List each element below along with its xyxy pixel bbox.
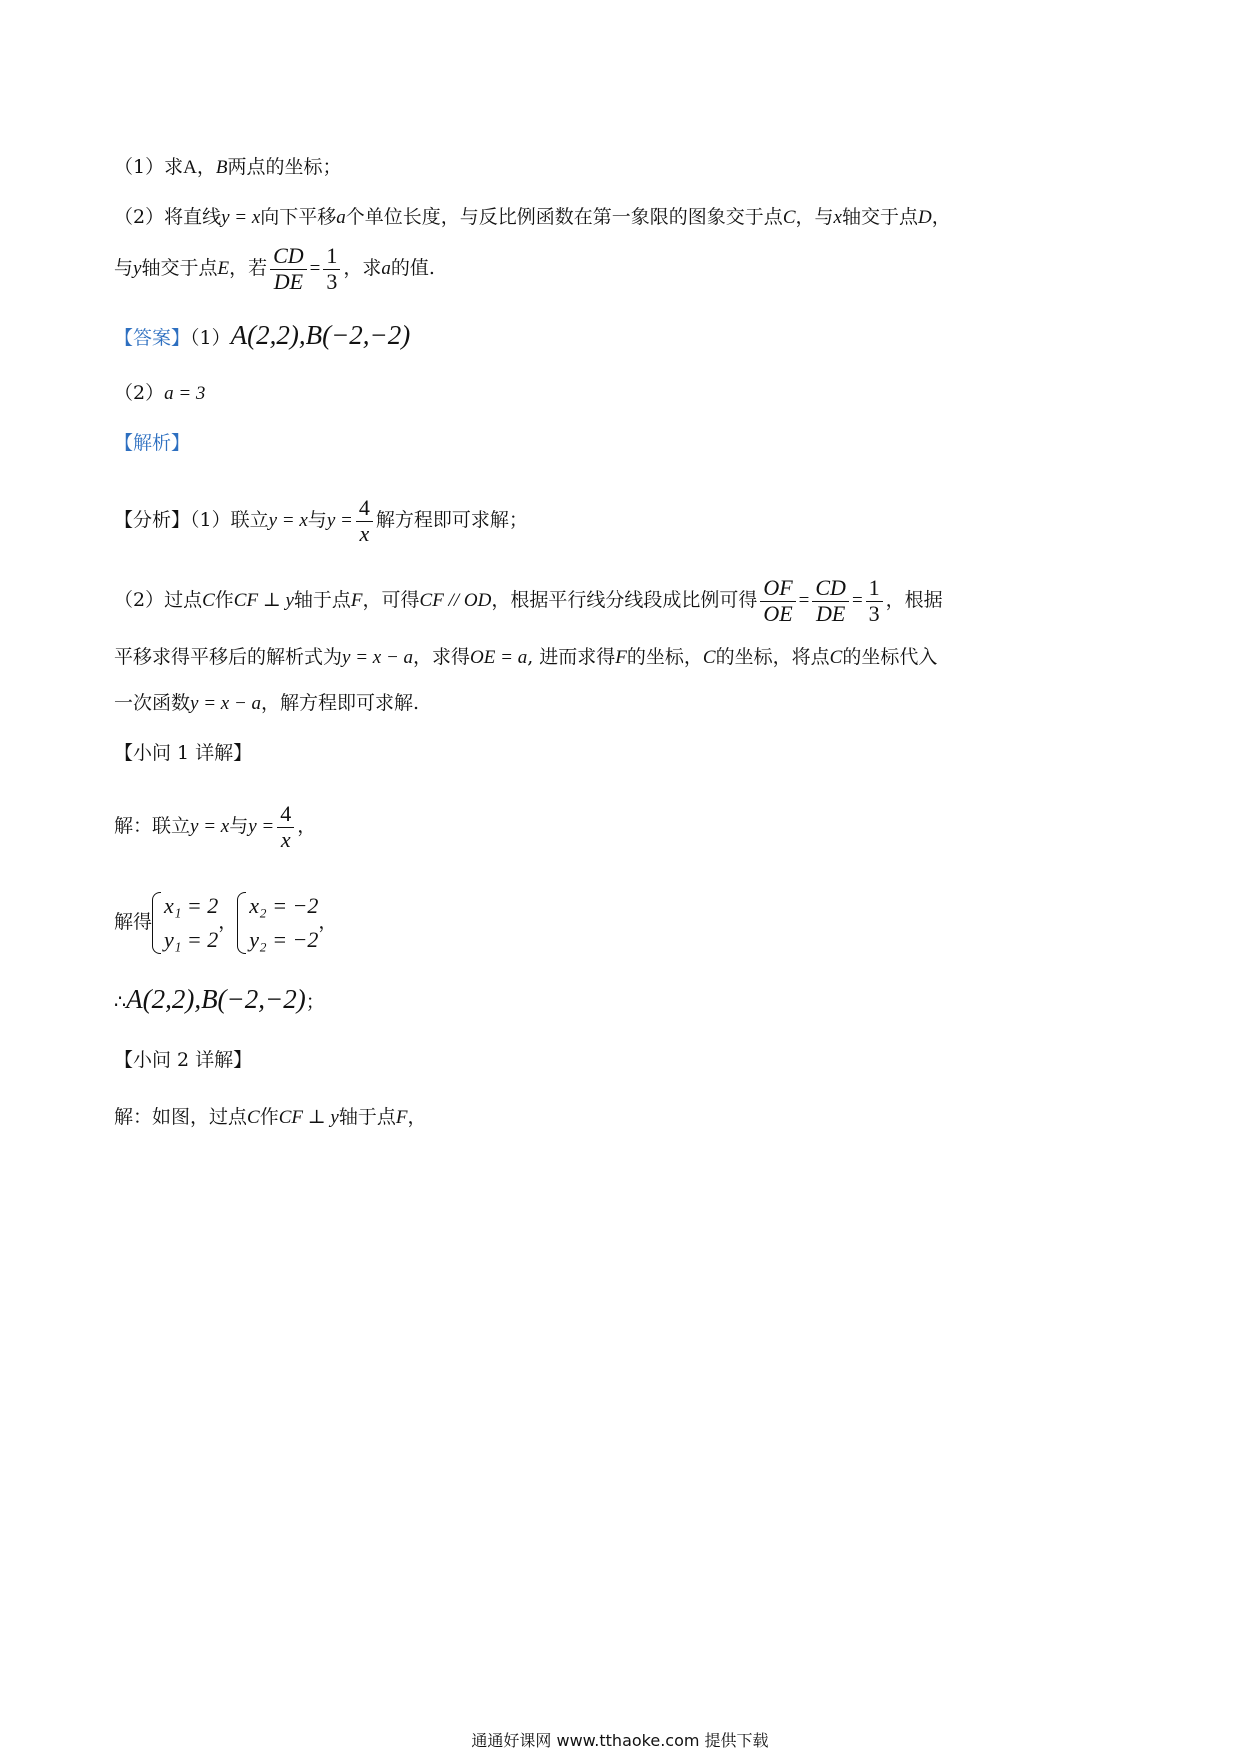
fenxi2-line-3 [114, 688, 419, 719]
sub1-tag: 【小问 1 详解】 [114, 742, 253, 764]
fraction-numerator: 4 [356, 496, 373, 521]
fraction-numerator: OF [760, 576, 795, 601]
q2-text: 与 [114, 257, 134, 279]
question-2-line-1 [114, 202, 951, 233]
fraction-cd-de [270, 244, 307, 293]
sol2-text: 解：如图，过点 [114, 1106, 248, 1128]
question-2-line-2 [114, 240, 435, 297]
point-c: C [782, 207, 796, 228]
sol1-text: ， [318, 911, 338, 933]
equation-y: y = [248, 816, 275, 837]
sol1-text: 解得 [114, 911, 153, 933]
therefore-symbol: ∴ [114, 992, 127, 1013]
system-row: x₁ = 2 [164, 893, 219, 918]
sol1-text: ； [305, 991, 325, 1013]
fenxi2-text: （2）过点 [114, 589, 203, 611]
fenxi2-text: 轴于点 [293, 589, 351, 611]
solution-1-line-1 [114, 796, 316, 857]
parallel-expression: CF // OD [419, 590, 492, 611]
fenxi-tag: 【分析】 [114, 509, 191, 531]
fenxi-text: 解方程即可求解； [375, 509, 528, 531]
perp-expression: CF ⊥ y [278, 1107, 339, 1128]
q2-text: ， [931, 206, 951, 228]
answer-value-2: a = 3 [164, 383, 206, 404]
solution-2-line-1 [114, 1102, 426, 1133]
equation-system-1 [152, 889, 218, 957]
q2-text: ，与 [795, 206, 834, 228]
equation-y-x: y = x [268, 510, 308, 531]
fenxi2-line-1 [114, 570, 943, 631]
sol2-text: 作 [259, 1106, 279, 1128]
answer-part: （2） [114, 382, 165, 404]
fenxi2-text: ，可得 [362, 589, 420, 611]
fenxi2-text: 平移求得平移后的解析式为 [114, 646, 343, 668]
answer-value-1: A(2,2),B(−2,−2) [126, 984, 306, 1014]
fenxi2-text: ，根据平行线分线段成比例可得 [491, 589, 758, 611]
point-f: F [395, 1107, 408, 1128]
q2-text: 轴交于点 [141, 257, 218, 279]
fraction-numerator: 1 [866, 576, 883, 601]
fenxi2-text: 作 [214, 589, 234, 611]
sol1-text: ， [297, 815, 317, 837]
answer-part: （1） [190, 327, 231, 349]
var-y: y [133, 258, 142, 279]
fenxi2-text: 的坐标，将点 [715, 646, 830, 668]
q1-sep: ， [196, 156, 216, 178]
answer-value-1: A(2,2),B(−2,−2) [230, 320, 411, 350]
fenxi-line-1 [114, 490, 528, 551]
point-d: D [917, 207, 932, 228]
system-row: x₂ = −2 [249, 893, 319, 918]
shifted-equation: y = x − a [342, 647, 414, 668]
shifted-equation: y = x − a [190, 693, 262, 714]
fraction-numerator: 1 [323, 244, 340, 269]
fraction-4-x [356, 496, 373, 545]
equation-system-2 [237, 889, 318, 957]
fenxi2-text: ，根据 [885, 589, 943, 611]
fenxi2-text: 的坐标， [626, 646, 703, 668]
system-row: y₁ = 2 [164, 927, 219, 952]
sol1-text: 解：联立 [114, 815, 191, 837]
q2-text: 向下平移 [260, 206, 337, 228]
q2-text: （2）将直线 [114, 206, 222, 228]
var-a: a [381, 258, 391, 279]
answer-tag: 【答案】 [114, 327, 191, 349]
fenxi-text: 与 [307, 509, 327, 531]
sol2-text: 轴于点 [338, 1106, 396, 1128]
fenxi-text: （1）联立 [190, 509, 269, 531]
fraction-one-third [866, 576, 883, 625]
var-a: a [336, 207, 346, 228]
oe-equation: OE = a [470, 647, 528, 668]
fenxi2-line-2 [114, 642, 937, 673]
fraction-cd-de [812, 576, 849, 625]
sol2-text: ， [407, 1106, 427, 1128]
fenxi2-text: ，求得 [413, 646, 471, 668]
equals-sign: = [851, 590, 863, 611]
fraction-denominator: x [359, 520, 370, 546]
q1-text: （1）求 [114, 156, 184, 178]
q2-text: 的值. [390, 257, 435, 279]
fraction-denominator: 3 [868, 600, 880, 626]
sub-question-1-header [114, 738, 252, 768]
q2-text: 个单位长度，与反比例函数在第一象限的图象交于点 [345, 206, 783, 228]
fraction-4-x [277, 802, 294, 851]
answer-line-1 [114, 320, 410, 353]
q1-text-end: 两点的坐标； [227, 156, 342, 178]
point-c: C [202, 590, 215, 611]
fraction-denominator: OE [763, 600, 793, 626]
fraction-one-third [323, 244, 340, 293]
fraction-denominator: DE [273, 268, 304, 294]
fraction-numerator: CD [270, 244, 307, 269]
point-f: F [350, 590, 363, 611]
fraction-numerator: CD [812, 576, 849, 601]
question-1 [114, 152, 341, 183]
fenxi2-text: , 进而求得 [527, 646, 616, 668]
q2-text: ，求 [343, 257, 382, 279]
point-c: C [247, 1107, 260, 1128]
q2-text: ，若 [229, 257, 268, 279]
q2-text: 轴交于点 [841, 206, 918, 228]
solution-1-line-2 [114, 884, 337, 960]
sol1-text: 与 [229, 815, 249, 837]
fenxi2-text: ，解方程即可求解. [261, 692, 420, 714]
page-footer: 通通好课网 www.tthaoke.com 提供下载 [471, 1731, 769, 1750]
sub-question-2-header [114, 1045, 252, 1075]
point-b-label: B [215, 157, 228, 178]
equals-sign: = [309, 258, 321, 279]
fraction-denominator: 3 [326, 268, 338, 294]
equals-sign: = [798, 590, 810, 611]
var-x: x [833, 207, 842, 228]
sol1-text: ， [218, 911, 238, 933]
point-a-label: A [183, 157, 197, 178]
equation-y-x: y = x [190, 816, 230, 837]
sub2-tag: 【小问 2 详解】 [114, 1049, 253, 1071]
point-f: F [615, 647, 627, 668]
system-row: y₂ = −2 [249, 927, 319, 952]
fraction-numerator: 4 [277, 802, 294, 827]
answer-line-2 [114, 378, 205, 409]
analysis-tag: 【解析】 [114, 432, 191, 454]
point-c: C [829, 647, 843, 668]
equation-y: y = [326, 510, 353, 531]
point-e: E [217, 258, 230, 279]
fenxi2-text: 的坐标代入 [842, 646, 938, 668]
fraction-denominator: x [280, 826, 291, 852]
fraction-of-oe [760, 576, 795, 625]
line-equation: y = x [221, 207, 261, 228]
analysis-header [114, 428, 190, 458]
solution-1-line-3 [114, 984, 325, 1018]
fraction-denominator: DE [815, 600, 846, 626]
perp-expression: CF ⊥ y [233, 590, 294, 611]
fenxi2-text: 一次函数 [114, 692, 191, 714]
point-c: C [702, 647, 716, 668]
